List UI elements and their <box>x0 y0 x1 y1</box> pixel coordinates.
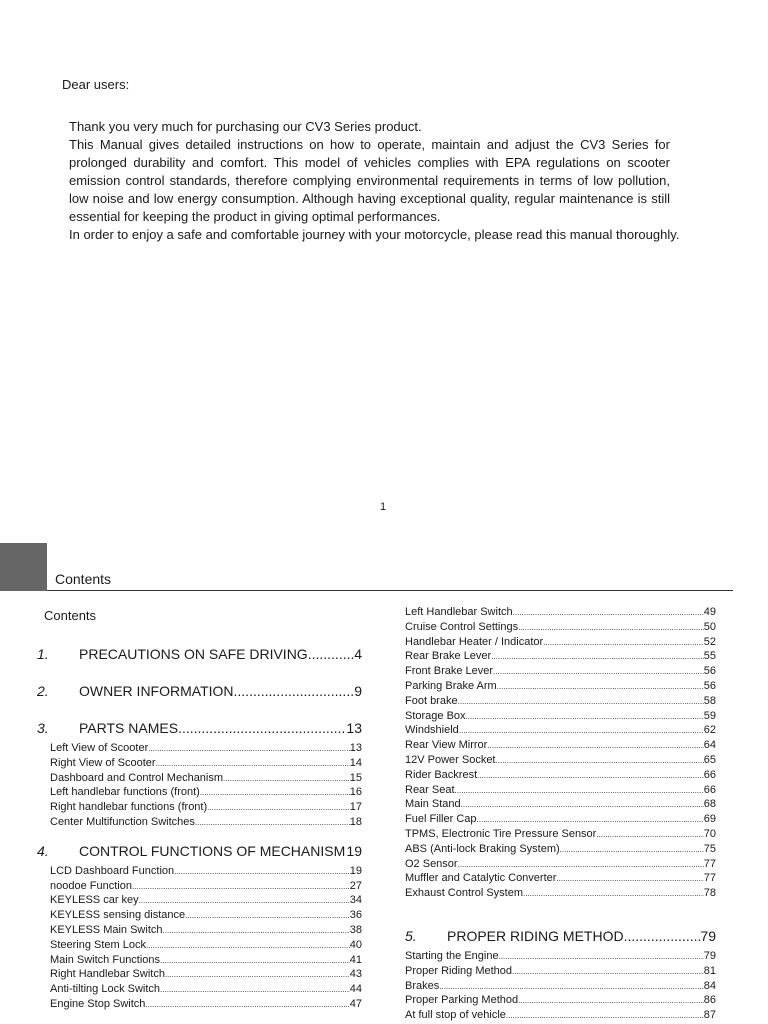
entry-title: Engine Stop Switch <box>50 997 146 1010</box>
toc-entry[interactable] <box>37 816 362 831</box>
section-page: 9 <box>354 683 362 699</box>
entry-page: 13 <box>349 742 362 754</box>
entry-page: 59 <box>703 709 716 722</box>
page-number: 1 <box>380 501 387 513</box>
section-title: OWNER INFORMATION <box>79 683 234 699</box>
toc-entry[interactable] <box>37 786 362 801</box>
leader-dots <box>493 667 704 676</box>
toc-entry[interactable] <box>405 1009 716 1024</box>
entry-page: 40 <box>349 938 362 951</box>
toc-entry[interactable] <box>405 665 716 680</box>
leader-dots <box>477 771 704 780</box>
toc-entry[interactable] <box>37 801 362 816</box>
entry-page: 56 <box>703 665 716 678</box>
toc-entry[interactable] <box>405 695 716 710</box>
entry-page: 52 <box>703 635 716 648</box>
leader-dots <box>174 867 350 876</box>
entry-title: Dashboard and Control Mechanism <box>50 771 224 784</box>
entry-title: Handlebar Heater / Indicator <box>405 635 544 648</box>
entry-title: Storage Box <box>405 709 466 722</box>
leader-dots <box>624 928 701 944</box>
entry-page: 56 <box>703 679 716 692</box>
entry-title: Exhaust Control System <box>405 887 523 900</box>
toc-entry[interactable] <box>405 769 716 784</box>
entry-title: Right View of Scooter <box>50 756 156 769</box>
leader-dots <box>178 720 346 736</box>
leader-dots <box>148 744 350 753</box>
entry-page: 49 <box>703 606 716 618</box>
toc-section-2[interactable] <box>37 683 362 705</box>
entry-page: 78 <box>703 887 716 900</box>
leader-dots <box>156 759 350 768</box>
leader-dots <box>466 712 704 721</box>
entry-title: Brakes <box>405 979 440 992</box>
entry-title: noodoe Function <box>50 879 132 892</box>
entry-page: 18 <box>349 815 362 828</box>
entry-title: Main Stand <box>405 798 461 811</box>
leader-dots <box>461 800 704 809</box>
entry-page: 70 <box>703 827 716 840</box>
toc-entry[interactable] <box>37 757 362 772</box>
leader-dots <box>499 952 704 961</box>
leader-dots <box>458 860 704 869</box>
leader-dots <box>308 646 355 662</box>
toc-entry[interactable] <box>405 843 716 858</box>
entry-title: Fuel Filler Cap <box>405 813 477 826</box>
section-title: PROPER RIDING METHOD <box>447 927 624 944</box>
toc-entry[interactable] <box>37 909 362 924</box>
toc-section-5[interactable] <box>405 928 716 950</box>
leader-dots <box>439 982 704 991</box>
entry-page: 81 <box>703 964 716 977</box>
entry-title: At full stop of vehicle <box>405 1009 506 1022</box>
entry-title: Front Brake Lever <box>405 665 494 678</box>
entry-title: 12V Power Socket <box>405 753 496 766</box>
entry-page: 41 <box>349 953 362 966</box>
leader-dots <box>132 882 350 891</box>
toc-entry[interactable] <box>405 724 716 739</box>
entry-page: 16 <box>349 786 362 799</box>
entry-page: 19 <box>349 864 362 877</box>
entry-page: 75 <box>703 842 716 855</box>
entry-title: Rear View Mirror <box>405 739 488 752</box>
entry-title: Rear Seat <box>405 783 455 796</box>
section-title: CONTROL FUNCTIONS OF MECHANISM <box>79 842 346 859</box>
section-number: 4. <box>37 842 49 859</box>
entry-page: 84 <box>703 979 716 992</box>
toc-entry[interactable] <box>405 994 716 1009</box>
entry-page: 66 <box>703 783 716 796</box>
entry-title: Anti-tilting Lock Switch <box>50 983 161 996</box>
entry-page: 47 <box>349 997 362 1010</box>
toc-entry[interactable] <box>405 858 716 873</box>
leader-dots <box>195 818 350 827</box>
entry-page: 87 <box>703 1009 716 1022</box>
section-page: 13 <box>346 720 362 736</box>
leader-dots <box>518 623 704 632</box>
entry-title: TPMS, Electronic Tire Pressure Sensor <box>405 827 597 840</box>
toc-right-column <box>405 606 716 1024</box>
toc-entry[interactable] <box>37 894 362 909</box>
toc-left-column <box>37 646 362 1013</box>
entry-title: Foot brake <box>405 694 458 707</box>
leader-dots <box>518 996 704 1005</box>
toc-entry[interactable] <box>405 636 716 651</box>
leader-dots <box>234 683 355 699</box>
leader-dots <box>560 845 704 854</box>
toc-entry[interactable] <box>405 813 716 828</box>
entry-page: 50 <box>703 620 716 633</box>
leader-dots <box>543 638 704 647</box>
toc-entry[interactable] <box>405 828 716 843</box>
toc-entry[interactable] <box>37 924 362 939</box>
contents-subtitle: Contents <box>44 608 97 623</box>
toc-entry[interactable] <box>405 872 716 887</box>
entry-page: 69 <box>703 813 716 826</box>
entry-page: 38 <box>349 923 362 936</box>
leader-dots <box>163 926 350 935</box>
toc-entry[interactable] <box>37 865 362 880</box>
entry-title: Center Multifunction Switches <box>50 815 195 828</box>
toc-entry[interactable] <box>405 784 716 799</box>
intro-paragraph: Thank you very much for purchasing our CV3 Series product. <box>69 119 422 134</box>
section-number: 1. <box>37 646 49 662</box>
toc-entry[interactable] <box>37 742 362 757</box>
leader-dots <box>200 788 350 797</box>
entry-title: Left Handlebar Switch <box>405 606 513 618</box>
contents-header: Contents <box>55 571 112 587</box>
entry-title: ABS (Anti-lock Braking System) <box>405 842 560 855</box>
entry-title: Windshield <box>405 724 459 737</box>
toc-entry[interactable] <box>37 998 362 1013</box>
entry-title: Rider Backrest <box>405 768 478 781</box>
toc-entry[interactable] <box>405 650 716 665</box>
section-title: PARTS NAMES <box>79 720 179 736</box>
leader-dots <box>165 970 350 979</box>
section-page: 79 <box>700 927 716 944</box>
leader-dots <box>491 652 704 661</box>
section-number: 3. <box>37 720 49 736</box>
toc-entry[interactable] <box>405 621 716 636</box>
toc-entry[interactable] <box>37 880 362 895</box>
entry-title: Rear Brake Lever <box>405 650 492 663</box>
leader-dots <box>458 697 704 706</box>
entry-page: 86 <box>703 994 716 1007</box>
entry-title: O2 Sensor <box>405 857 458 870</box>
entry-title: Steering Stem Lock <box>50 938 146 951</box>
entry-title: KEYLESS Main Switch <box>50 923 163 936</box>
toc-entry[interactable] <box>405 754 716 769</box>
entry-page: 55 <box>703 650 716 663</box>
leader-dots <box>556 874 703 883</box>
entry-title: Left View of Scooter <box>50 742 149 754</box>
entry-title: Parking Brake Arm <box>405 679 497 692</box>
leader-dots <box>477 815 704 824</box>
entry-page: 34 <box>349 894 362 907</box>
entry-page: 68 <box>703 798 716 811</box>
section-tab-block <box>0 543 47 591</box>
leader-dots <box>459 726 704 735</box>
entry-page: 77 <box>703 857 716 870</box>
entry-page: 27 <box>349 879 362 892</box>
intro-paragraph: This Manual gives detailed instructions on how to operate, maintain and adjust the CV3 Series for prolonged durability and comfort. This model of vehicles complies with EPA regulations on scooter emission control standards, therefore complying environmental requirements in terms of low pollution, low noise and low energy consumption. Although having exceptional quality, regular maintenance is still essential for keeping the product in giving optimal performances. <box>69 137 670 224</box>
leader-dots <box>496 756 704 765</box>
leader-dots <box>513 608 704 617</box>
entry-page: 66 <box>703 768 716 781</box>
leader-dots <box>146 941 350 950</box>
toc-entry[interactable] <box>37 954 362 969</box>
entry-title: Left handlebar functions (front) <box>50 786 200 799</box>
toc-entry[interactable] <box>405 710 716 725</box>
leader-dots <box>207 803 350 812</box>
entry-title: Main Switch Functions <box>50 953 161 966</box>
section-page: 4 <box>354 646 362 662</box>
leader-dots <box>455 786 704 795</box>
entry-page: 43 <box>349 968 362 981</box>
section-page: 19 <box>346 842 362 859</box>
entry-page: 79 <box>703 949 716 962</box>
entry-page: 65 <box>703 753 716 766</box>
entry-title: Proper Riding Method <box>405 964 513 977</box>
greeting: Dear users: <box>62 77 130 92</box>
toc-entry[interactable] <box>37 968 362 983</box>
section-title: PRECAUTIONS ON SAFE DRIVING <box>79 646 308 662</box>
entry-title: Cruise Control Settings <box>405 620 519 633</box>
toc-entry[interactable] <box>37 983 362 998</box>
toc-entry[interactable] <box>405 950 716 965</box>
intro-text <box>69 118 680 244</box>
toc-section-4[interactable] <box>37 843 362 865</box>
section-number: 2. <box>37 683 49 699</box>
entry-page: 64 <box>703 739 716 752</box>
section-number: 5. <box>405 927 417 944</box>
toc-entry[interactable] <box>405 606 716 621</box>
entry-title: Starting the Engine <box>405 949 499 962</box>
entry-title: KEYLESS car key <box>50 894 139 907</box>
entry-title: Muffler and Catalytic Converter <box>405 872 557 885</box>
toc-entry[interactable] <box>405 887 716 902</box>
entry-page: 62 <box>703 724 716 737</box>
leader-dots <box>596 830 703 839</box>
toc-section-3[interactable] <box>37 720 362 742</box>
leader-dots <box>523 889 704 898</box>
leader-dots <box>497 682 704 691</box>
leader-dots <box>139 896 350 905</box>
header-divider <box>47 590 733 591</box>
toc-section-1[interactable] <box>37 646 362 668</box>
toc-entry[interactable] <box>37 772 362 787</box>
leader-dots <box>223 774 350 783</box>
toc-entry[interactable] <box>405 980 716 995</box>
toc-entry[interactable] <box>37 939 362 954</box>
leader-dots <box>487 741 703 750</box>
leader-dots <box>160 956 350 965</box>
leader-dots <box>160 985 350 994</box>
entry-title: Proper Parking Method <box>405 994 519 1007</box>
toc-entry[interactable] <box>405 739 716 754</box>
toc-entry[interactable] <box>405 965 716 980</box>
entry-title: KEYLESS sensing distance <box>50 909 186 922</box>
entry-title: Right handlebar functions (front) <box>50 801 208 814</box>
entry-page: 58 <box>703 694 716 707</box>
entry-page: 44 <box>349 983 362 996</box>
intro-paragraph: In order to enjoy a safe and comfortable journey with your motorcycle, please read this manual thoroughly. <box>69 227 680 242</box>
entry-title: LCD Dashboard Function <box>50 864 175 877</box>
entry-title: Right Handlebar Switch <box>50 968 165 981</box>
toc-entry[interactable] <box>405 798 716 813</box>
entry-page: 15 <box>349 771 362 784</box>
leader-dots <box>512 967 704 976</box>
toc-entry[interactable] <box>405 680 716 695</box>
entry-page: 77 <box>703 872 716 885</box>
leader-dots <box>185 911 350 920</box>
entry-page: 17 <box>349 801 362 814</box>
entry-page: 14 <box>349 756 362 769</box>
entry-page: 36 <box>349 909 362 922</box>
leader-dots <box>506 1011 704 1020</box>
leader-dots <box>145 1000 349 1009</box>
